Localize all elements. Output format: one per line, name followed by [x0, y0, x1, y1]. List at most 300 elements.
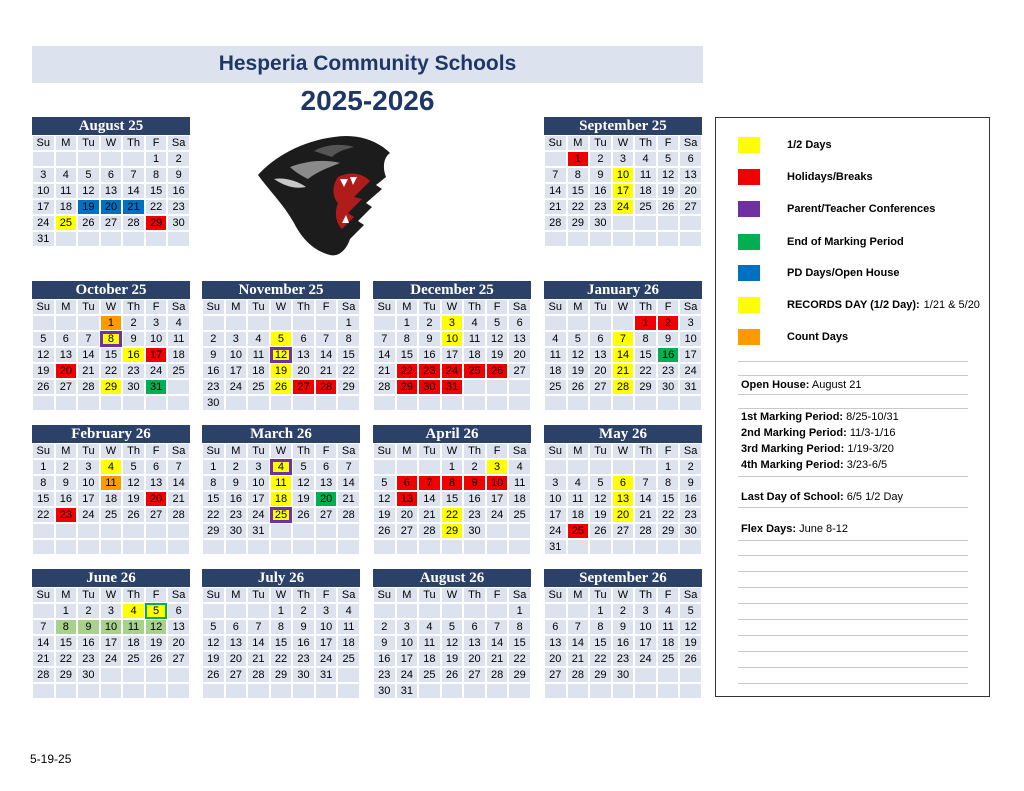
- empty-cell: [441, 603, 464, 619]
- day-cell: 29: [634, 379, 657, 395]
- day-cell: 30: [225, 523, 248, 539]
- day-cell: 3: [100, 603, 123, 619]
- day-cell: 19: [32, 363, 55, 379]
- empty-cell: [77, 151, 100, 167]
- open-house-info: Open House: August 21: [741, 379, 862, 391]
- day-cell: 1: [396, 315, 419, 331]
- day-cell: 24: [247, 507, 270, 523]
- weekday-header: W: [100, 587, 123, 603]
- day-cell: 6: [589, 331, 612, 347]
- weekday-header: Th: [634, 135, 657, 151]
- day-cell: 11: [634, 167, 657, 183]
- empty-cell: [145, 667, 168, 683]
- day-cell: 17: [100, 635, 123, 651]
- weekday-header: Tu: [77, 587, 100, 603]
- day-cell: 30: [167, 215, 190, 231]
- empty-cell: [567, 539, 590, 555]
- day-cell: 2: [202, 331, 225, 347]
- day-cell: 3: [396, 619, 419, 635]
- day-cell: 11: [247, 347, 270, 363]
- empty-cell: [122, 151, 145, 167]
- day-cell: 19: [145, 635, 168, 651]
- empty-cell: [396, 395, 419, 411]
- empty-cell: [486, 379, 509, 395]
- day-cell: 8: [396, 331, 419, 347]
- day-cell: 1: [337, 315, 360, 331]
- day-cell: 14: [544, 183, 567, 199]
- empty-cell: [202, 683, 225, 699]
- day-cell: 6: [612, 475, 635, 491]
- day-cell: 20: [225, 651, 248, 667]
- divider: [738, 507, 968, 508]
- day-cell: 2: [589, 151, 612, 167]
- day-cell: 17: [679, 347, 702, 363]
- empty-cell: [544, 315, 567, 331]
- day-cell: 24: [612, 199, 635, 215]
- empty-cell: [122, 523, 145, 539]
- weekday-header: F: [486, 443, 509, 459]
- day-cell: 29: [202, 523, 225, 539]
- day-cell: 7: [418, 475, 441, 491]
- day-cell: 7: [32, 619, 55, 635]
- month-title: October 25: [32, 281, 190, 299]
- day-cell: 27: [55, 379, 78, 395]
- day-cell: 14: [567, 635, 590, 651]
- empty-cell: [202, 539, 225, 555]
- day-cell: 22: [145, 199, 168, 215]
- empty-cell: [77, 231, 100, 247]
- empty-cell: [270, 523, 293, 539]
- empty-cell: [32, 151, 55, 167]
- day-cell: 7: [567, 619, 590, 635]
- day-cell: 21: [247, 651, 270, 667]
- day-cell: 8: [634, 331, 657, 347]
- legend-note: 1/21 & 5/20: [923, 299, 980, 311]
- day-cell: 20: [292, 363, 315, 379]
- day-cell: 27: [225, 667, 248, 683]
- day-cell: 14: [247, 635, 270, 651]
- day-cell: 13: [589, 347, 612, 363]
- day-cell: 25: [167, 363, 190, 379]
- weekday-header: Sa: [167, 299, 190, 315]
- day-cell: 8: [441, 475, 464, 491]
- day-cell: 12: [202, 635, 225, 651]
- day-cell: 24: [145, 363, 168, 379]
- day-cell: 5: [441, 619, 464, 635]
- day-cell: 17: [145, 347, 168, 363]
- day-cell: 18: [634, 183, 657, 199]
- weekday-header: F: [315, 587, 338, 603]
- empty-cell: [544, 459, 567, 475]
- empty-cell: [55, 315, 78, 331]
- month-days: [373, 587, 531, 699]
- empty-cell: [77, 315, 100, 331]
- day-cell: 26: [145, 651, 168, 667]
- empty-cell: [55, 539, 78, 555]
- empty-cell: [122, 539, 145, 555]
- weekday-header: Sa: [679, 299, 702, 315]
- empty-cell: [441, 683, 464, 699]
- weekday-header: M: [396, 443, 419, 459]
- month-days: [32, 443, 190, 555]
- weekday-header: Tu: [418, 587, 441, 603]
- day-cell: 20: [679, 183, 702, 199]
- day-cell: 2: [55, 459, 78, 475]
- month-calendar: [32, 425, 190, 555]
- day-cell: 24: [544, 523, 567, 539]
- weekday-header: Th: [463, 587, 486, 603]
- weekday-header: Sa: [167, 135, 190, 151]
- weekday-header: Su: [32, 443, 55, 459]
- revision-date: 5-19-25: [30, 752, 72, 766]
- empty-cell: [167, 523, 190, 539]
- day-cell: 23: [373, 667, 396, 683]
- empty-cell: [567, 315, 590, 331]
- empty-cell: [544, 151, 567, 167]
- day-cell: 28: [544, 215, 567, 231]
- day-cell: 5: [373, 475, 396, 491]
- day-cell: 25: [508, 507, 531, 523]
- day-cell: 7: [612, 331, 635, 347]
- empty-cell: [486, 395, 509, 411]
- day-cell: 27: [589, 379, 612, 395]
- day-cell: 8: [657, 475, 680, 491]
- empty-cell: [418, 603, 441, 619]
- weekday-header: F: [315, 443, 338, 459]
- weekday-header: Th: [634, 587, 657, 603]
- divider: [738, 667, 968, 668]
- last-day-info: Last Day of School: 6/5 1/2 Day: [741, 491, 904, 503]
- day-cell: 10: [441, 331, 464, 347]
- day-cell: 13: [145, 475, 168, 491]
- day-cell: 15: [508, 635, 531, 651]
- empty-cell: [145, 523, 168, 539]
- day-cell: 18: [100, 491, 123, 507]
- day-cell: 3: [679, 315, 702, 331]
- legend-swatch: [738, 234, 760, 250]
- day-cell: 31: [145, 379, 168, 395]
- weekday-header: Tu: [418, 443, 441, 459]
- day-cell: 22: [441, 507, 464, 523]
- day-cell: 10: [247, 475, 270, 491]
- day-cell: 6: [145, 459, 168, 475]
- month-days: [544, 135, 702, 247]
- weekday-header: Sa: [167, 443, 190, 459]
- day-cell: 13: [100, 183, 123, 199]
- empty-cell: [634, 459, 657, 475]
- day-cell: 7: [337, 459, 360, 475]
- day-cell: 23: [167, 199, 190, 215]
- day-cell: 28: [77, 379, 100, 395]
- day-cell: 27: [315, 507, 338, 523]
- day-cell: 16: [122, 347, 145, 363]
- weekday-header: M: [225, 299, 248, 315]
- empty-cell: [77, 683, 100, 699]
- empty-cell: [418, 395, 441, 411]
- day-cell: 12: [373, 491, 396, 507]
- day-cell: 30: [657, 379, 680, 395]
- day-cell: 5: [657, 151, 680, 167]
- month-calendar: [32, 569, 190, 699]
- day-cell: 2: [373, 619, 396, 635]
- divider: [738, 555, 968, 556]
- day-cell: 15: [270, 635, 293, 651]
- day-cell: 1: [55, 603, 78, 619]
- weekday-header: F: [657, 587, 680, 603]
- day-cell: 7: [122, 167, 145, 183]
- day-cell: 6: [463, 619, 486, 635]
- day-cell: 10: [225, 347, 248, 363]
- day-cell: 10: [145, 331, 168, 347]
- empty-cell: [247, 683, 270, 699]
- day-cell: 13: [315, 475, 338, 491]
- weekday-header: M: [567, 299, 590, 315]
- empty-cell: [55, 683, 78, 699]
- empty-cell: [32, 315, 55, 331]
- empty-cell: [292, 395, 315, 411]
- day-cell: 23: [657, 363, 680, 379]
- day-cell: 25: [634, 199, 657, 215]
- weekday-header: Su: [544, 587, 567, 603]
- day-cell: 18: [544, 363, 567, 379]
- day-cell: 9: [225, 475, 248, 491]
- empty-cell: [202, 603, 225, 619]
- day-cell: 23: [225, 507, 248, 523]
- month-days: [544, 587, 702, 699]
- day-cell: 12: [567, 347, 590, 363]
- weekday-header: Su: [202, 587, 225, 603]
- day-cell: 21: [315, 363, 338, 379]
- weekday-header: Tu: [77, 443, 100, 459]
- day-cell: 13: [544, 635, 567, 651]
- day-cell: 26: [373, 523, 396, 539]
- weekday-header: Su: [32, 135, 55, 151]
- day-cell: 20: [544, 651, 567, 667]
- day-cell: 30: [679, 523, 702, 539]
- day-cell: 19: [292, 491, 315, 507]
- month-calendar: [32, 281, 190, 411]
- day-cell: 28: [337, 507, 360, 523]
- weekday-header: Su: [373, 587, 396, 603]
- day-cell: 18: [337, 635, 360, 651]
- day-cell: 20: [396, 507, 419, 523]
- empty-cell: [463, 379, 486, 395]
- day-cell: 14: [122, 183, 145, 199]
- weekday-header: M: [55, 299, 78, 315]
- day-cell: 4: [55, 167, 78, 183]
- weekday-header: M: [567, 135, 590, 151]
- day-cell: 11: [337, 619, 360, 635]
- day-cell: 2: [77, 603, 100, 619]
- day-cell: 12: [657, 167, 680, 183]
- weekday-header: Tu: [247, 587, 270, 603]
- day-cell: 10: [486, 475, 509, 491]
- month-title: July 26: [202, 569, 360, 587]
- empty-cell: [508, 539, 531, 555]
- school-year: 2025-2026: [300, 85, 435, 116]
- day-cell: 26: [657, 199, 680, 215]
- day-cell: 15: [100, 347, 123, 363]
- day-cell: 22: [567, 199, 590, 215]
- day-cell: 24: [225, 379, 248, 395]
- day-cell: 5: [679, 603, 702, 619]
- day-cell: 13: [55, 347, 78, 363]
- day-cell: 20: [589, 363, 612, 379]
- empty-cell: [32, 395, 55, 411]
- day-cell: 21: [373, 363, 396, 379]
- weekday-header: Tu: [589, 135, 612, 151]
- school-name: Hesperia Community Schools: [218, 52, 517, 75]
- weekday-header: Tu: [77, 135, 100, 151]
- day-cell: 19: [567, 363, 590, 379]
- day-cell: 11: [270, 475, 293, 491]
- day-cell: 14: [634, 491, 657, 507]
- day-cell: 11: [122, 619, 145, 635]
- empty-cell: [145, 231, 168, 247]
- weekday-header: F: [145, 443, 168, 459]
- weekday-header: Th: [634, 443, 657, 459]
- weekday-header: Th: [122, 135, 145, 151]
- day-cell: 6: [167, 603, 190, 619]
- day-cell: 11: [167, 331, 190, 347]
- weekday-header: Th: [463, 299, 486, 315]
- weekday-header: W: [612, 443, 635, 459]
- month-title: March 26: [202, 425, 360, 443]
- weekday-header: M: [55, 443, 78, 459]
- empty-cell: [567, 603, 590, 619]
- day-cell: 18: [270, 491, 293, 507]
- day-cell: 22: [202, 507, 225, 523]
- empty-cell: [508, 523, 531, 539]
- day-cell: 10: [32, 183, 55, 199]
- day-cell: 14: [32, 635, 55, 651]
- empty-cell: [373, 539, 396, 555]
- day-cell: 28: [315, 379, 338, 395]
- day-cell: 4: [122, 603, 145, 619]
- day-cell: 2: [679, 459, 702, 475]
- day-cell: 21: [167, 491, 190, 507]
- day-cell: 19: [202, 651, 225, 667]
- empty-cell: [337, 667, 360, 683]
- empty-cell: [55, 231, 78, 247]
- legend-swatch: [738, 201, 760, 217]
- empty-cell: [589, 231, 612, 247]
- empty-cell: [463, 395, 486, 411]
- empty-cell: [77, 395, 100, 411]
- empty-cell: [634, 667, 657, 683]
- divider: [738, 394, 968, 395]
- empty-cell: [634, 395, 657, 411]
- day-cell: 9: [167, 167, 190, 183]
- month-days: [544, 299, 702, 411]
- legend-swatch: [738, 169, 760, 185]
- day-cell: 22: [589, 651, 612, 667]
- weekday-header: Th: [463, 443, 486, 459]
- weekday-header: Su: [544, 443, 567, 459]
- empty-cell: [145, 539, 168, 555]
- legend-label: 1/2 Days: [787, 139, 832, 151]
- month-days: [32, 299, 190, 411]
- day-cell: 5: [292, 459, 315, 475]
- month-title: August 26: [373, 569, 531, 587]
- day-cell: 9: [122, 331, 145, 347]
- month-title: August 25: [32, 117, 190, 135]
- day-cell: 6: [100, 167, 123, 183]
- empty-cell: [657, 539, 680, 555]
- empty-cell: [612, 539, 635, 555]
- day-cell: 9: [373, 635, 396, 651]
- divider: [738, 375, 968, 376]
- weekday-header: F: [145, 587, 168, 603]
- day-cell: 16: [167, 183, 190, 199]
- day-cell: 1: [657, 459, 680, 475]
- day-cell: 5: [567, 331, 590, 347]
- day-cell: 1: [270, 603, 293, 619]
- day-cell: 29: [337, 379, 360, 395]
- month-calendar: [202, 425, 360, 555]
- legend-label: End of Marking Period: [787, 236, 904, 248]
- empty-cell: [418, 683, 441, 699]
- weekday-header: Sa: [679, 443, 702, 459]
- empty-cell: [486, 539, 509, 555]
- day-cell: 15: [634, 347, 657, 363]
- day-cell: 15: [145, 183, 168, 199]
- weekday-header: W: [612, 135, 635, 151]
- day-cell: 18: [567, 507, 590, 523]
- month-title: September 25: [544, 117, 702, 135]
- divider: [738, 619, 968, 620]
- empty-cell: [567, 395, 590, 411]
- day-cell: 16: [292, 635, 315, 651]
- day-cell: 21: [486, 651, 509, 667]
- month-calendar: [544, 281, 702, 411]
- weekday-header: Tu: [589, 443, 612, 459]
- empty-cell: [122, 231, 145, 247]
- weekday-header: F: [486, 587, 509, 603]
- month-title: September 26: [544, 569, 702, 587]
- day-cell: 19: [122, 491, 145, 507]
- day-cell: 11: [508, 475, 531, 491]
- empty-cell: [463, 683, 486, 699]
- flex-days-info: Flex Days: June 8-12: [741, 523, 849, 535]
- day-cell: 19: [657, 183, 680, 199]
- day-cell: 17: [247, 491, 270, 507]
- weekday-header: W: [270, 443, 293, 459]
- empty-cell: [463, 539, 486, 555]
- day-cell: 6: [679, 151, 702, 167]
- empty-cell: [544, 683, 567, 699]
- day-cell: 23: [612, 651, 635, 667]
- day-cell: 23: [292, 651, 315, 667]
- day-cell: 14: [315, 347, 338, 363]
- day-cell: 29: [55, 667, 78, 683]
- day-cell: 26: [486, 363, 509, 379]
- month-calendar: [544, 569, 702, 699]
- weekday-header: F: [145, 299, 168, 315]
- day-cell: 20: [315, 491, 338, 507]
- empty-cell: [100, 151, 123, 167]
- weekday-header: M: [55, 135, 78, 151]
- day-cell: 14: [418, 491, 441, 507]
- weekday-header: Sa: [337, 443, 360, 459]
- day-cell: 16: [55, 491, 78, 507]
- empty-cell: [567, 459, 590, 475]
- day-cell: 28: [634, 523, 657, 539]
- day-cell: 10: [544, 491, 567, 507]
- day-cell: 24: [396, 667, 419, 683]
- divider: [738, 476, 968, 477]
- month-title: November 25: [202, 281, 360, 299]
